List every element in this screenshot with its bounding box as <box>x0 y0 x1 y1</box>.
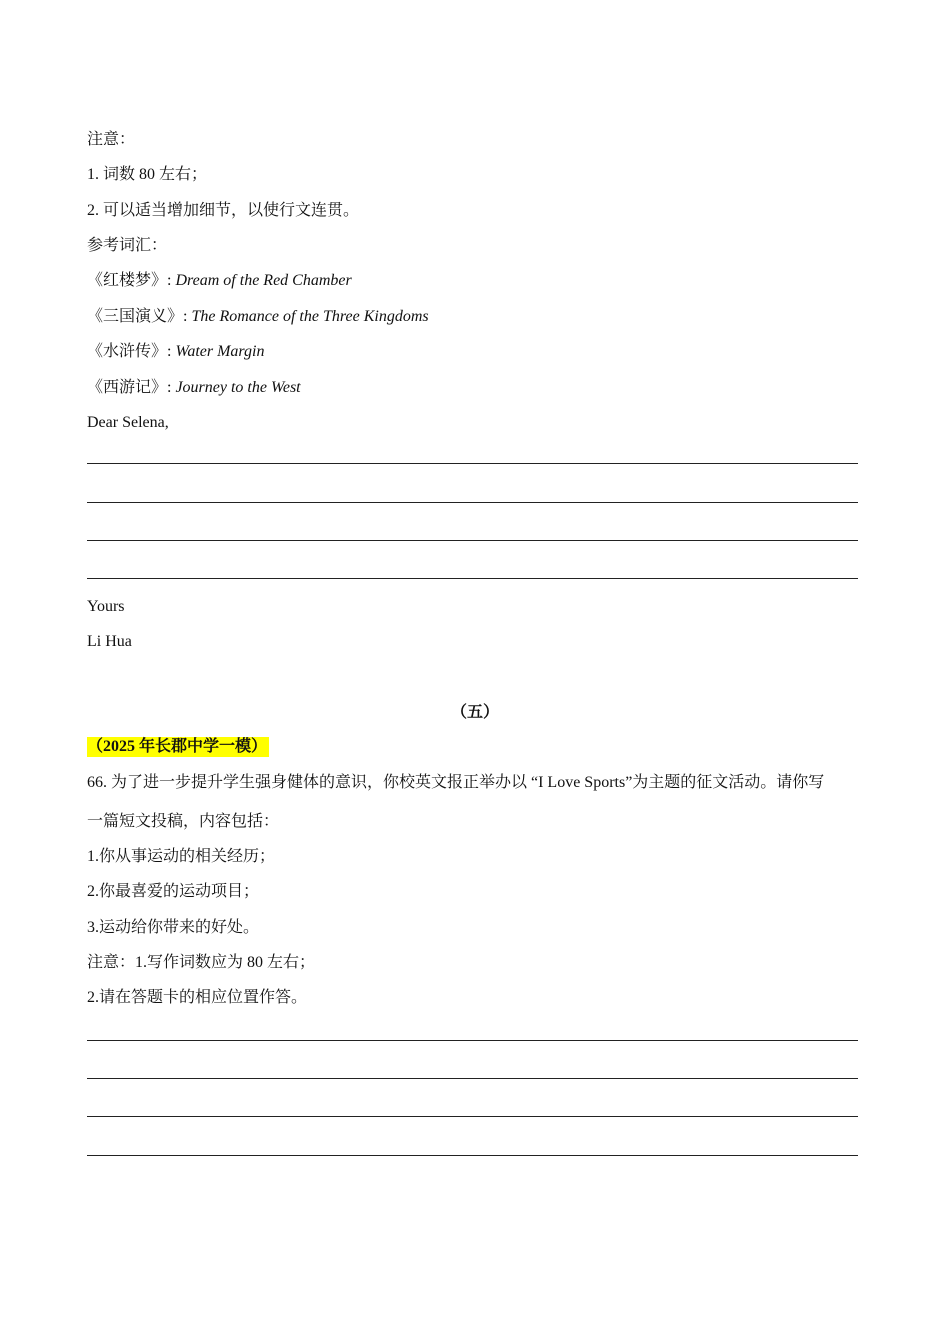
answer-line[interactable] <box>87 1155 858 1156</box>
vocab-english: The Romance of the Three Kingdoms <box>191 308 429 325</box>
answer-line[interactable] <box>87 1040 858 1041</box>
vocab-english: Water Margin <box>175 343 265 360</box>
note-item-1: 1. 词数 80 左右； <box>87 166 208 183</box>
answer-line[interactable] <box>87 502 858 503</box>
vocab-chinese: 《三国演义》: <box>87 308 192 325</box>
vocab-english: Dream of the Red Chamber <box>175 272 352 289</box>
vocab-item <box>87 307 429 327</box>
vocab-chinese: 《红楼梦》: <box>87 272 176 289</box>
answer-line[interactable] <box>87 1116 858 1117</box>
vocab-chinese: 《水浒传》: <box>87 343 176 360</box>
vocab-chinese: 《西游记》: <box>87 379 176 396</box>
letter-closing: Yours <box>87 598 125 615</box>
note-line-2: 2.请在答题卡的相应位置作答。 <box>87 989 308 1006</box>
vocab-item <box>87 271 352 291</box>
prompt-line-1: 66. 为了进一步提升学生强身健体的意识，你校英文报正举办以 “I Love Sports”为主题的征文活动。请你写 <box>87 774 825 791</box>
vocab-item <box>87 342 265 362</box>
content-item-1: 1.你从事运动的相关经历； <box>87 848 276 865</box>
vocab-item <box>87 378 301 398</box>
answer-line[interactable] <box>87 578 858 579</box>
note-item-2: 2. 可以适当增加细节，以使行文连贯。 <box>87 202 360 219</box>
vocab-english: Journey to the West <box>175 379 301 396</box>
section-heading: （五） <box>450 704 499 721</box>
answer-line[interactable] <box>87 540 858 541</box>
letter-signature: Li Hua <box>87 633 132 650</box>
source-tag: （2025 年长郡中学一模） <box>87 738 268 755</box>
content-item-3: 3.运动给你带来的好处。 <box>87 919 260 936</box>
vocab-heading: 参考词汇： <box>87 237 168 254</box>
prompt-line-2: 一篇短文投稿，内容包括： <box>87 813 280 830</box>
note-line-1: 注意：1.写作词数应为 80 左右； <box>87 954 316 971</box>
note-heading: 注意： <box>87 131 136 148</box>
content-item-2: 2.你最喜爱的运动项目； <box>87 883 260 900</box>
answer-line[interactable] <box>87 1078 858 1079</box>
letter-greeting: Dear Selena, <box>87 414 169 431</box>
answer-line[interactable] <box>87 463 858 464</box>
